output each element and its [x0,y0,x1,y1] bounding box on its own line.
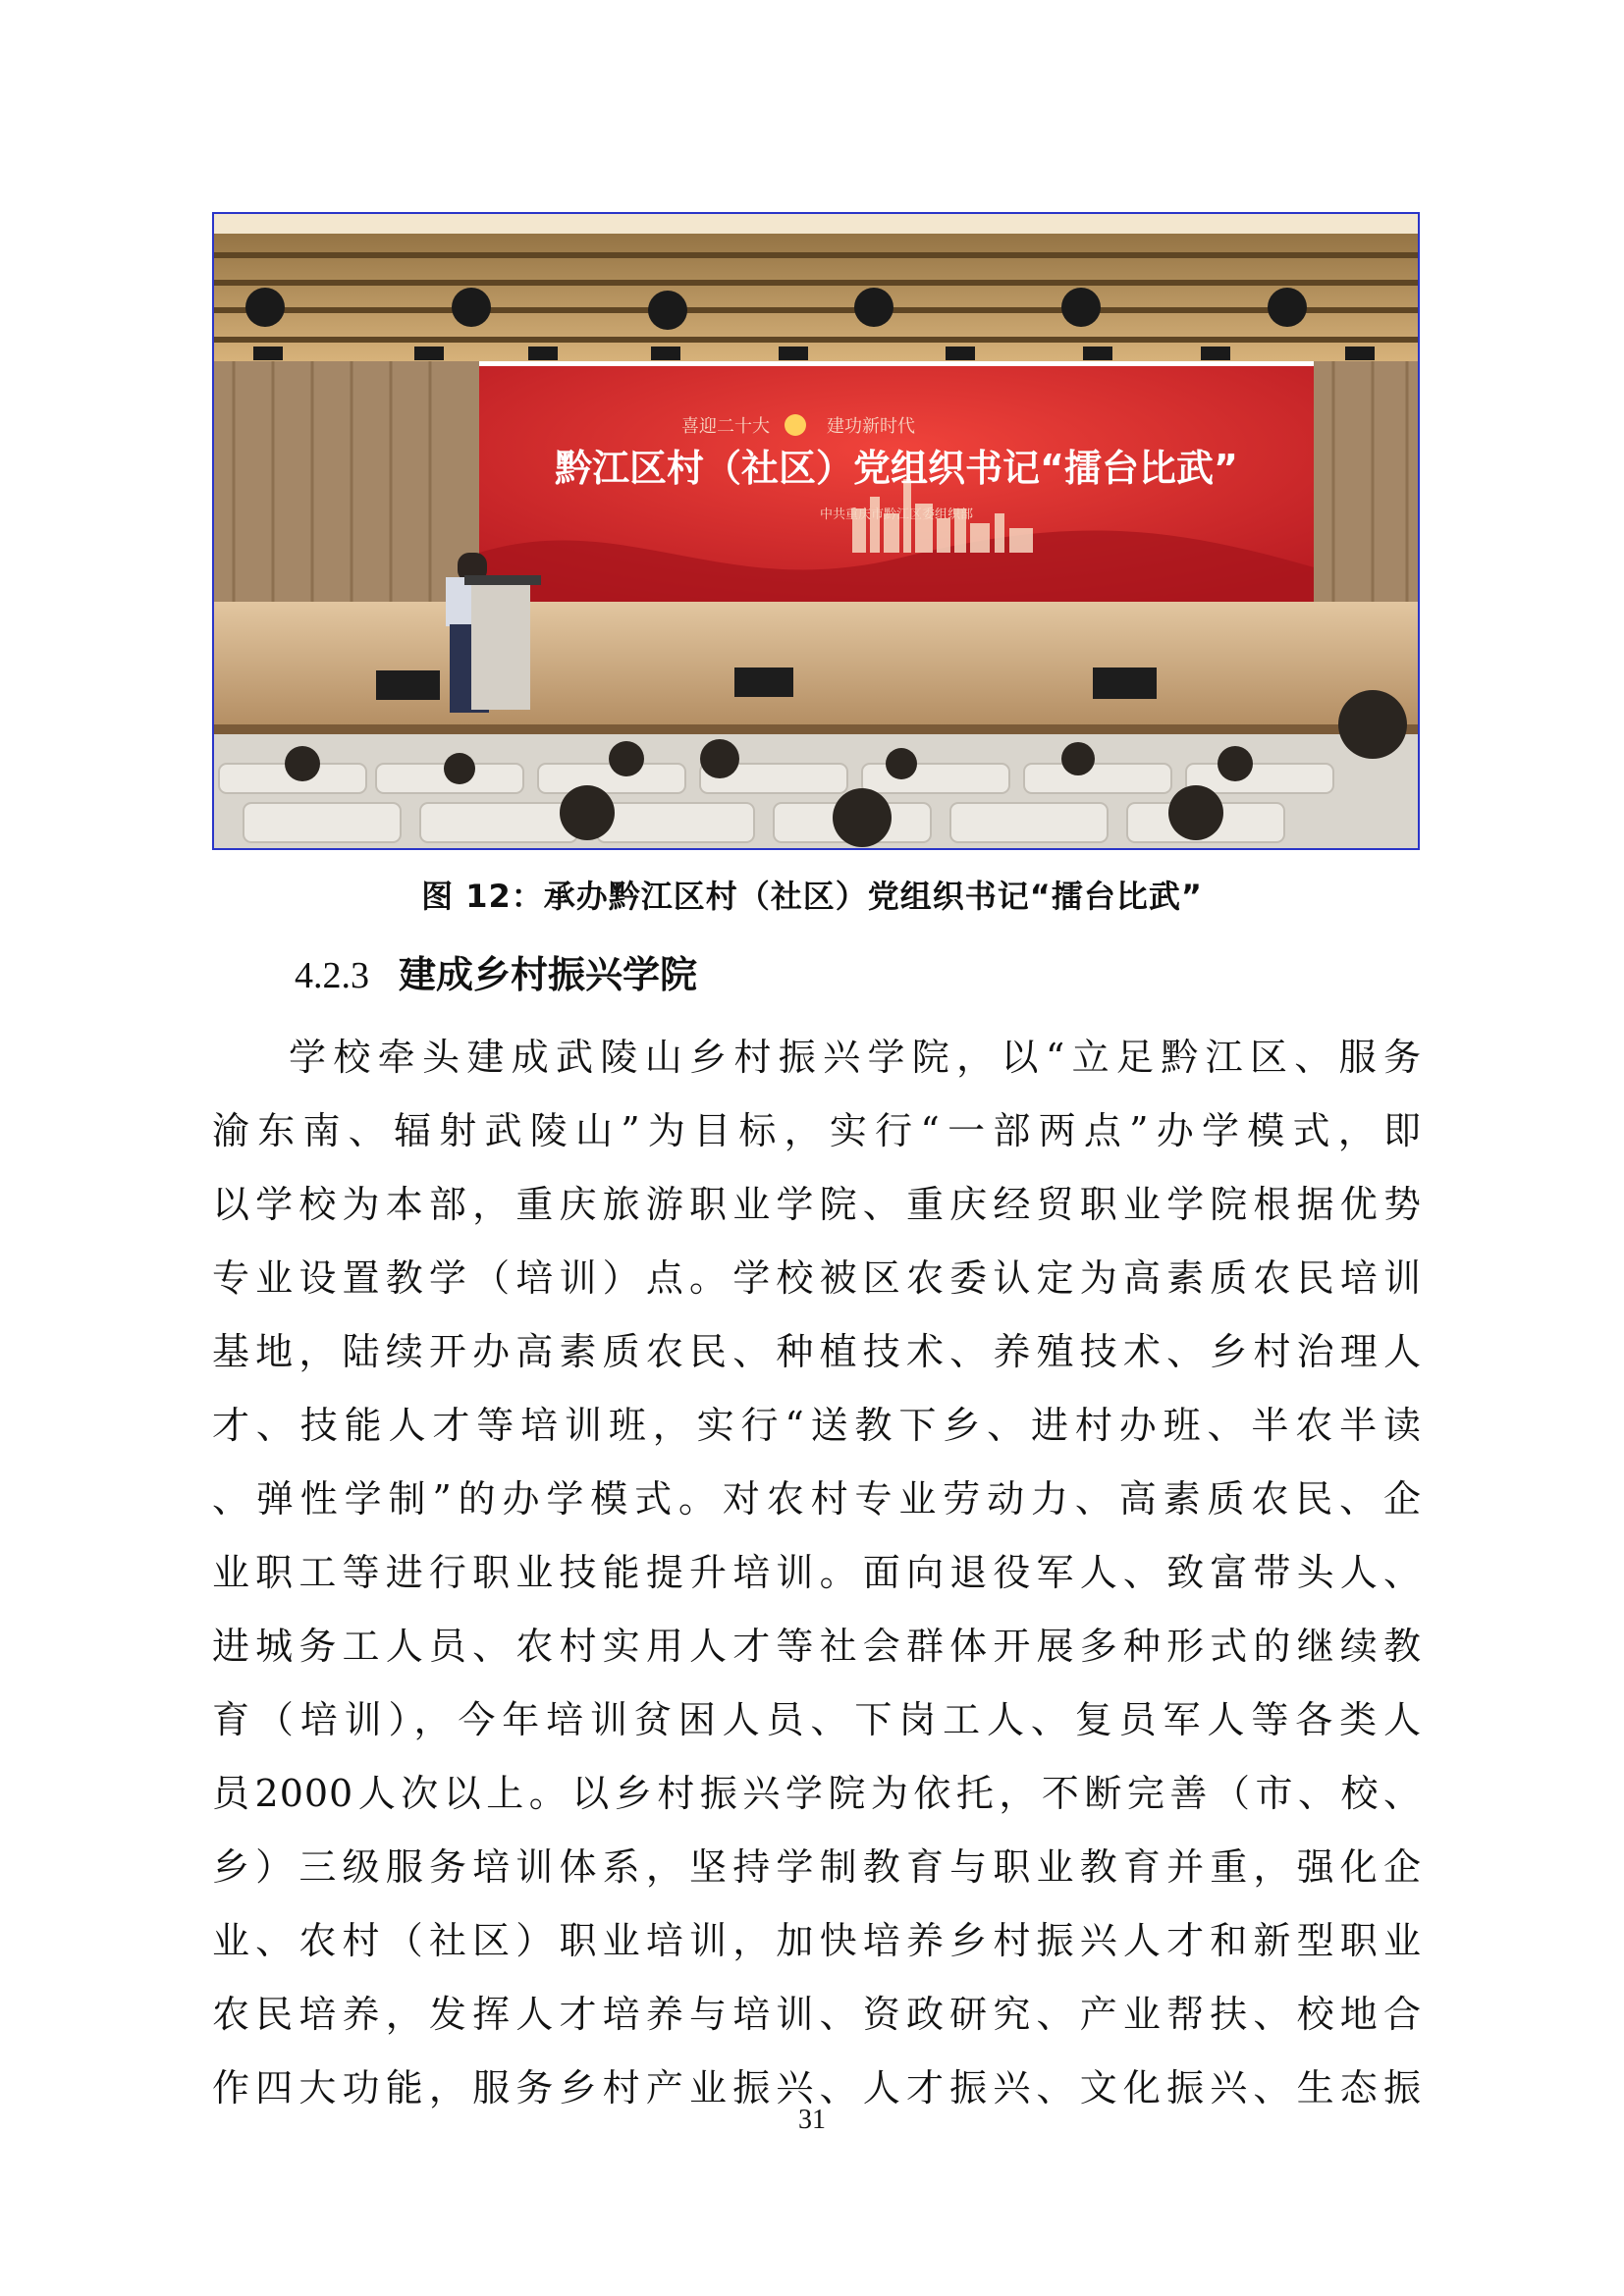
figure-photo [212,212,1420,850]
section-number: 4.2.3 [295,955,369,996]
paragraph-line: 渝东南、辐射武陵山”为目标，实行“一部两点”办学模式，即 [212,1109,1422,1152]
banner-organizer: 中共重庆市黔江区委组织部 [819,507,974,522]
paragraph-line: 学校牵头建成武陵山乡村振兴学院，以“立足黔江区、服务 [289,1036,1422,1079]
section-heading [295,944,697,998]
podium [471,582,530,710]
banner-top-right: 建功新时代 [827,416,915,437]
body-paragraph [212,1021,1422,2125]
section-title: 建成乡村振兴学院 [399,953,698,996]
paragraph-line: 、弹性学制”的办学模式。对农村专业劳动力、高素质农民、企 [212,1477,1422,1521]
paragraph-line: 业职工等进行职业技能提升培训。面向退役军人、致富带头人、 [212,1551,1422,1594]
paragraph-line: 农民培养，发挥人才培养与培训、资政研究、产业帮扶、校地合 [212,1993,1422,2036]
paragraph-line: 乡）三级服务培训体系，坚持学制教育与职业教育并重，强化企 [212,1845,1422,1889]
paragraph-line: 专业设置教学（培训）点。学校被区农委认定为高素质农民培训 [212,1256,1422,1300]
paragraph-line: 才、技能人才等培训班，实行“送教下乡、进村办班、半农半读 [212,1404,1422,1447]
paragraph-line: 进城务工人员、农村实用人才等社会群体开展多种形式的继续教 [212,1625,1422,1668]
paragraph-line: 以学校为本部，重庆旅游职业学院、重庆经贸职业学院根据优势 [212,1183,1422,1226]
paragraph-line: 育（培训），今年培训贫困人员、下岗工人、复员军人等各类人 [212,1698,1422,1741]
page-number: 31 [798,2105,826,2135]
figure-caption: 图 12：承办黔江区村（社区）党组织书记“擂台比武” [421,878,1203,915]
paragraph-line: 员2000人次以上。以乡村振兴学院为依托，不断完善（市、校、 [212,1772,1422,1815]
paragraph-line: 基地，陆续开办高素质农民、种植技术、养殖技术、乡村治理人 [212,1330,1422,1373]
banner-top-left: 喜迎二十大 [681,416,770,437]
banner-title: 黔江区村（社区）党组织书记“擂台比武” [555,447,1238,490]
paragraph-line: 业、农村（社区）职业培训，加快培养乡村振兴人才和新型职业 [212,1919,1422,1962]
paragraph-line: 作四大功能，服务乡村产业振兴、人才振兴、文化振兴、生态振 [212,2066,1422,2109]
conference-hall-photo [214,214,1418,848]
